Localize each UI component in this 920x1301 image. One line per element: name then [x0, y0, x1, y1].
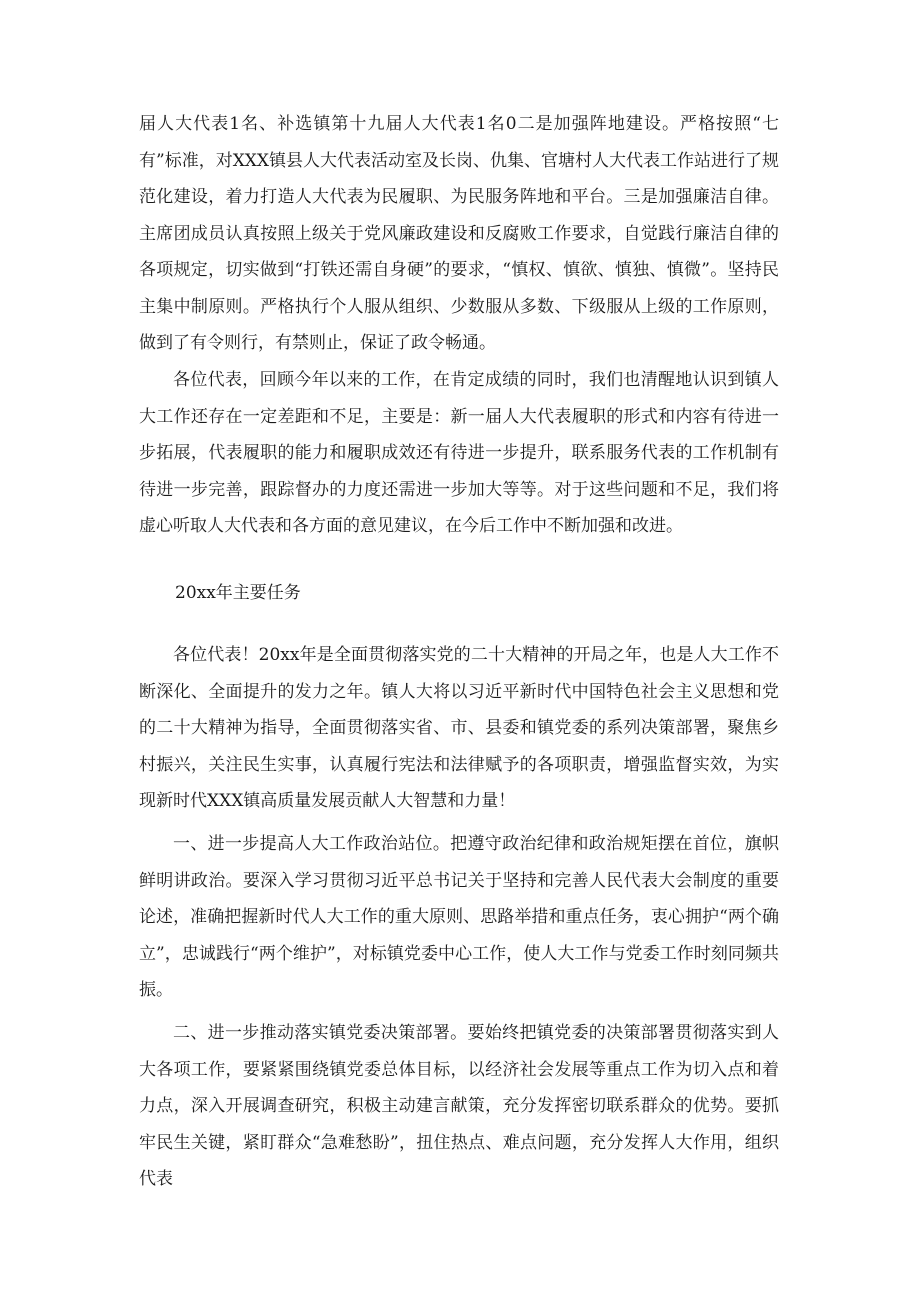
- section-heading: 20xx年主要任务: [175, 583, 301, 603]
- paragraph-shortcomings: 各位代表，回顾今年以来的工作，在肯定成绩的同时，我们也清醒地认识到镇人大工作还存在一定差距和不足，主要是：新一届人大代表履职的形式和内容有待进一步拓展，代表履职的能力和履职成效还有待进一步提升，联系服务代表的工作机制有待进一步完善，跟踪督办的力度还需进一步加大等等。对于这些问题和不足，我们将虚心听取人大代表和各方面的意见建议，在今后工作中不断加强和改进。: [139, 370, 779, 536]
- paragraph-task-two: 二、进一步推动落实镇党委决策部署。要始终把镇党委的决策部署贯彻落实到人大各项工作，要紧紧围绕镇党委总体目标，以经济社会发展等重点工作为切入点和着力点，深入开展调查研究，积极主动建言献策，充分发挥密切联系群众的优势。要抓牢民生关键，紧盯群众“急难愁盼”，扭住热点、难点问题，充分发挥人大作用，组织代表: [139, 1023, 779, 1189]
- paragraph-task-one: 一、进一步提高人大工作政治站位。把遵守政治纪律和政治规矩摆在首位，旗帜鲜明讲政治。要深入学习贯彻习近平总书记关于坚持和完善人民代表大会制度的重要论述，准确把握新时代人大工作的重大原则、思路举措和重点任务，衷心拥护“两个确立”，忠诚践行“两个维护”，对标镇党委中心工作，使人大工作与党委工作时刻同频共振。: [139, 834, 779, 1000]
- paragraph-intro-tasks: 各位代表！20xx年是全面贯彻落实党的二十大精神的开局之年，也是人大工作不断深化、全面提升的发力之年。镇人大将以习近平新时代中国特色社会主义思想和党的二十大精神为指导，全面贯彻落实省、市、县委和镇党委的系列决策部署，聚焦乡村振兴，关注民生实事，认真履行宪法和法律赋予的各项职责，增强监督实效，为实现新时代XXX镇高质量发展贡献人大智慧和力量！: [139, 645, 779, 811]
- paragraph-continuation: 届人大代表1名、补选镇第十九届人大代表1名0二是加强阵地建设。严格按照“七有”标准，对XXX镇县人大代表活动室及长岗、仇集、官塘村人大代表工作站进行了规范化建设，着力打造人大代表为民履职、为民服务阵地和平台。三是加强廉洁自律。主席团成员认真按照上级关于党风廉政建设和反腐败工作要求，自觉践行廉洁自律的各项规定，切实做到“打铁还需自身硬”的要求，“慎权、慎欲、慎独、慎微”。坚持民主集中制原则。严格执行个人服从组织、少数服从多数、下级服从上级的工作原则，做到了有令则行，有禁则止，保证了政令畅通。: [139, 114, 779, 353]
